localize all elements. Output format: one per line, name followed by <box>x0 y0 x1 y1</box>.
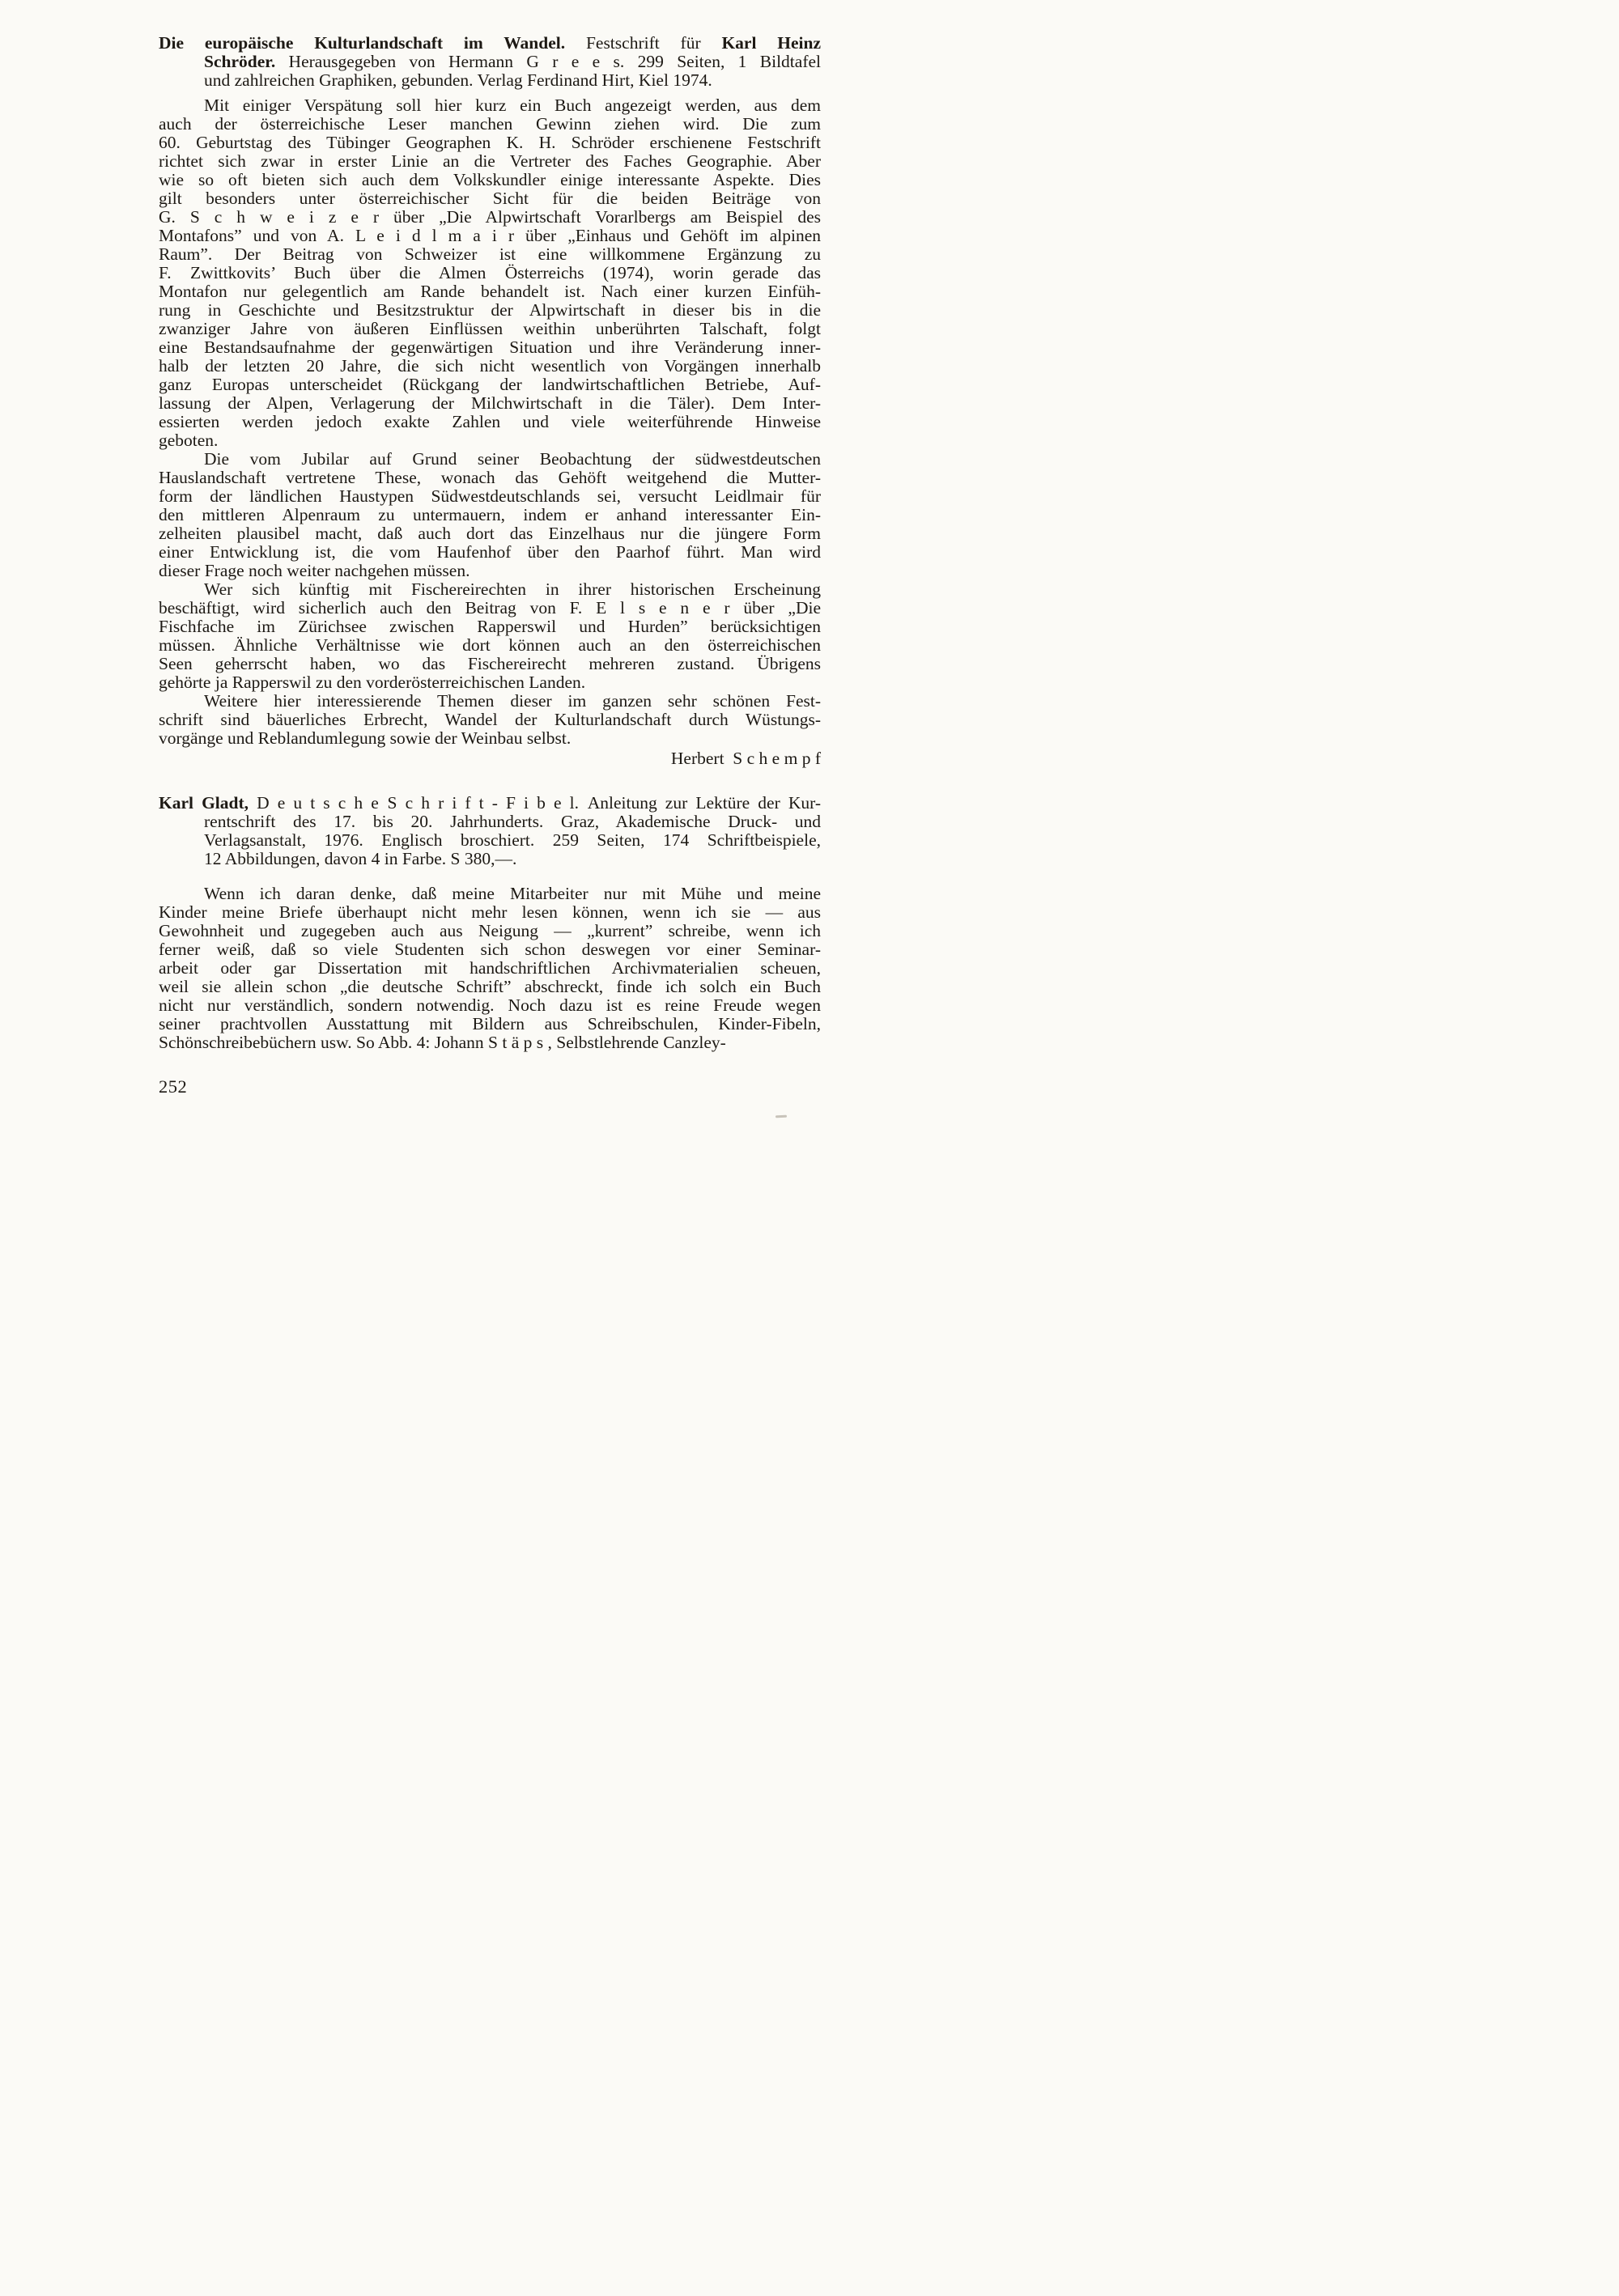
text-line: beschäftigt, wird sicherlich auch den Beitrag von F. E l s e n e r über „Die <box>159 598 821 618</box>
text-line: schrift sind bäuerliches Erbrecht, Wandel der Kulturlandschaft durch Wüstungs- <box>159 710 821 729</box>
page-number: 252 <box>159 1076 188 1097</box>
text-line: nicht nur verständlich, sondern notwendig. Noch dazu ist es reine Freude wegen <box>159 995 821 1015</box>
text-line: weil sie allein schon „die deutsche Schrift” abschreckt, finde ich solch ein Buch <box>159 977 821 996</box>
text-line: form der ländlichen Haustypen Südwestdeutschlands sei, versucht Leidlmair für <box>159 486 821 506</box>
text-line: Seen geherrscht haben, wo das Fischereirecht mehreren zustand. Übrigens <box>159 654 821 673</box>
book-entry-heading <box>159 34 821 90</box>
text-line: Die vom Jubilar auf Grund seiner Beobachtung der südwestdeutschen <box>204 449 821 469</box>
heading-segment: Festschrift für <box>565 33 722 53</box>
text-line: eine Bestandsaufnahme der gegenwärtigen Situation und ihre Veränderung inner- <box>159 337 821 357</box>
text-line: richtet sich zwar in erster Linie an die Vertreter des Faches Geographie. Aber <box>159 151 821 171</box>
text-line: Montafons” und von A. L e i d l m a i r über „Einhaus und Gehöft im alpinen <box>159 226 821 245</box>
text-line: Hauslandschaft vertretene These, wonach das Gehöft weitgehend die Mutter- <box>159 468 821 487</box>
reviewer-signature: Herbert S c h e m p f <box>670 749 821 768</box>
body-paragraph <box>159 692 821 748</box>
heading-bold-segment: Karl Heinz <box>721 33 821 53</box>
heading-line <box>159 850 821 868</box>
text-line: rung in Geschichte und Besitzstruktur der Alpwirtschaft in dieser bis in die <box>159 300 821 320</box>
text-line: ganz Europas unterscheidet (Rückgang der landwirtschaftlichen Betriebe, Auf- <box>159 375 821 394</box>
text-line: lassung der Alpen, Verlagerung der Milchwirtschaft in die Täler). Dem Inter- <box>159 393 821 413</box>
text-line: einer Entwicklung ist, die vom Haufenhof über den Paarhof führt. Man wird <box>159 542 821 562</box>
text-block <box>159 34 821 1052</box>
text-line: zwanziger Jahre von äußeren Einflüssen weithin unberührten Talschaft, folgt <box>159 319 821 338</box>
text-line: Gewohnheit und zugegeben auch aus Neigung — „kurrent” schreibe, wenn ich <box>159 921 821 940</box>
heading-line <box>159 34 821 53</box>
text-line: Weitere hier interessierende Themen dieser im ganzen sehr schönen Fest- <box>204 691 821 711</box>
heading-segment: 12 Abbildungen, davon 4 in Farbe. S 380,—. <box>204 849 517 868</box>
text-line: Montafon nur gelegentlich am Rande behandelt ist. Nach einer kurzen Einfüh- <box>159 282 821 301</box>
book-entry-heading <box>159 794 821 868</box>
text-line: wie so oft bieten sich auch dem Volkskundler einige interessante Aspekte. Dies <box>159 170 821 189</box>
body-paragraph <box>159 450 821 580</box>
heading-bold-segment: Karl Gladt, <box>159 793 249 813</box>
text-line: zelheiten plausibel macht, daß auch dort das Einzelhaus nur die jüngere Form <box>159 524 821 543</box>
text-line: G. S c h w e i z e r über „Die Alpwirtschaft Vorarlbergs am Beispiel des <box>159 207 821 227</box>
text-line: Schönschreibebüchern usw. So Abb. 4: Johann S t ä p s , Selbstlehrende Canzley- <box>159 1033 726 1052</box>
text-line: Wenn ich daran denke, daß meine Mitarbeiter nur mit Mühe und meine <box>204 884 821 903</box>
heading-segment: Herausgegeben von Hermann G r e e s. 299 Seiten, 1 Bildtafel <box>275 52 821 71</box>
text-line: Kinder meine Briefe überhaupt nicht mehr lesen können, wenn ich sie — aus <box>159 902 821 922</box>
text-line: Fischfache im Zürichsee zwischen Rapperswil und Hurden” berücksichtigen <box>159 617 821 636</box>
heading-segment: Verlagsanstalt, 1976. Englisch broschiert. 259 Seiten, 174 Schriftbeispiele, <box>204 830 821 850</box>
text-line: dieser Frage noch weiter nachgehen müssen. <box>159 561 470 580</box>
heading-line <box>159 53 821 71</box>
heading-bold-segment: Die europäische Kulturlandschaft im Wandel. <box>159 33 566 53</box>
text-line: geboten. <box>159 431 219 450</box>
text-line: Mit einiger Verspätung soll hier kurz ein Buch angezeigt werden, aus dem <box>204 95 821 115</box>
heading-line <box>159 71 821 90</box>
heading-bold-segment: Schröder. <box>204 52 276 71</box>
text-line: ferner weiß, daß so viele Studenten sich schon deswegen vor einer Seminar- <box>159 940 821 959</box>
text-line: arbeit oder gar Dissertation mit handschriftlichen Archivmaterialien scheuen, <box>159 958 821 978</box>
heading-segment: rentschrift des 17. bis 20. Jahrhunderts. Graz, Akademische Druck- und <box>204 812 821 831</box>
text-line: vorgänge und Reblandumlegung sowie der Weinbau selbst. <box>159 728 572 748</box>
heading-line <box>159 831 821 850</box>
text-line: Wer sich künftig mit Fischereirechten in ihrer historischen Erscheinung <box>204 579 821 599</box>
heading-segment: D e u t s c h e S c h r i f t - F i b e l. Anleitung zur Lektüre der Kur- <box>249 793 821 813</box>
text-line: gilt besonders unter österreichischer Sicht für die beiden Beiträge von <box>159 189 821 208</box>
text-line: F. Zwittkovits’ Buch über die Almen Österreichs (1974), worin gerade das <box>159 263 821 282</box>
text-line: seiner prachtvollen Ausstattung mit Bildern aus Schreibschulen, Kinder-Fibeln, <box>159 1014 821 1033</box>
text-line: essierten werden jedoch exakte Zahlen und viele weiterführende Hinweise <box>159 412 821 431</box>
text-line: gehörte ja Rapperswil zu den vorderösterreichischen Landen. <box>159 673 586 692</box>
text-line: auch der österreichische Leser manchen Gewinn ziehen wird. Die zum <box>159 114 821 134</box>
heading-line <box>159 813 821 831</box>
text-line: halb der letzten 20 Jahre, die sich nicht wesentlich von Vorgängen innerhalb <box>159 356 821 376</box>
scan-artifact-mark <box>776 1115 787 1118</box>
text-line: 60. Geburtstag des Tübinger Geographen K. H. Schröder erschienene Festschrift <box>159 133 821 152</box>
heading-line <box>159 794 821 813</box>
body-paragraph <box>159 96 821 450</box>
text-line: müssen. Ähnliche Verhältnisse wie dort können auch an den österreichischen <box>159 635 821 655</box>
text-line: Raum”. Der Beitrag von Schweizer ist eine willkommene Ergänzung zu <box>159 244 821 264</box>
body-paragraph <box>159 580 821 692</box>
heading-segment: und zahlreichen Graphiken, gebunden. Verlag Ferdinand Hirt, Kiel 1974. <box>204 70 712 90</box>
body-paragraph <box>159 885 821 1052</box>
text-line: den mittleren Alpenraum zu untermauern, indem er anhand interessanter Ein- <box>159 505 821 524</box>
